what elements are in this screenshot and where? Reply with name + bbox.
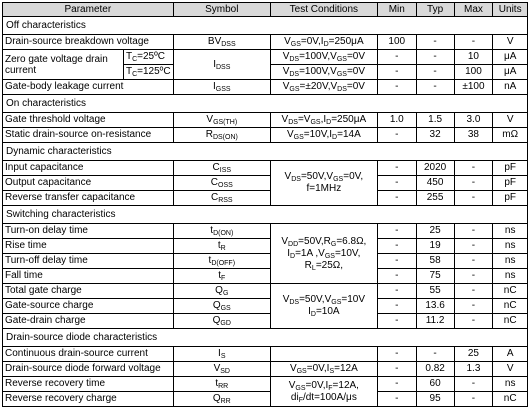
symbol-cell: $t_F$ [173, 269, 270, 284]
unit-cell: nC [493, 392, 528, 407]
typ-cell: 32 [416, 128, 454, 143]
min-cell: 1.0 [377, 113, 416, 128]
unit-cell: V [493, 113, 528, 128]
section-row-switching [3, 206, 528, 224]
max-cell: - [454, 299, 493, 314]
param-cell: Gate-body leakage current [3, 80, 174, 95]
min-cell: - [377, 191, 416, 206]
max-cell: 25 [454, 347, 493, 362]
param-cell: Gate-source charge [3, 299, 174, 314]
electrical-characteristics-sheet [2, 2, 528, 407]
min-cell: - [377, 254, 416, 269]
condition-cell: $V_{GS}=0V,I_S=12A$ [270, 362, 377, 377]
unit-cell: nC [493, 299, 528, 314]
table-row-coss [3, 176, 528, 191]
param-cell: Rise time [3, 239, 174, 254]
max-cell: 10 [454, 50, 493, 65]
symbol-cell: $V_{GS(TH)}$ [173, 113, 270, 128]
min-cell: - [377, 161, 416, 176]
section-title-off: Off characteristics [3, 17, 528, 35]
table-row-qg [3, 284, 528, 299]
typ-cell: 75 [416, 269, 454, 284]
min-cell: - [377, 176, 416, 191]
min-cell: - [377, 128, 416, 143]
table-row-vsd [3, 362, 528, 377]
symbol-cell: $Q_{GS}$ [173, 299, 270, 314]
min-cell: - [377, 284, 416, 299]
param-cell: Gate-drain charge [3, 314, 174, 329]
max-cell: - [454, 224, 493, 239]
param-cell: Reverse transfer capacitance [3, 191, 174, 206]
section-row-on [3, 95, 528, 113]
electrical-characteristics-table [2, 2, 528, 407]
condition-cell: $V_{GS}=10V,I_D=14A$ [270, 128, 377, 143]
condition-cell-capacitance: $V_{DS}=50V,V_{GS}=0V$, f=1MHz [270, 161, 377, 206]
condition-cell: $V_{GS}=0V,I_D=250\mu A$ [270, 35, 377, 50]
max-cell: - [454, 269, 493, 284]
typ-cell: 58 [416, 254, 454, 269]
condition-cell-reverse-recovery: $V_{GS}=0V,I_F=12A$, $di_F/dt=100A/\mu s$ [270, 377, 377, 407]
param-cell: Gate threshold voltage [3, 113, 174, 128]
min-cell: - [377, 239, 416, 254]
typ-cell: 13.6 [416, 299, 454, 314]
section-row-off [3, 17, 528, 35]
min-cell: - [377, 314, 416, 329]
param-cell: Output capacitance [3, 176, 174, 191]
min-cell: - [377, 224, 416, 239]
section-title-dynamic: Dynamic characteristics [3, 143, 528, 161]
symbol-cell: $R_{DS(ON)}$ [173, 128, 270, 143]
max-cell: 1.3 [454, 362, 493, 377]
condition-cell: $V_{GS}=\pm 20V,V_{DS}=0V$ [270, 80, 377, 95]
typ-cell: 255 [416, 191, 454, 206]
max-cell: - [454, 392, 493, 407]
max-cell: 3.0 [454, 113, 493, 128]
symbol-cell: $Q_{GD}$ [173, 314, 270, 329]
min-cell: - [377, 50, 416, 65]
max-cell: 100 [454, 65, 493, 80]
symbol-cell: $t_{RR}$ [173, 377, 270, 392]
param-cell: Fall time [3, 269, 174, 284]
symbol-cell: $I_{DSS}$ [173, 50, 270, 80]
table-row-qgd [3, 314, 528, 329]
section-title-on: On characteristics [3, 95, 528, 113]
condition-cell: $V_{DS}=100V,V_{GS}=0V$ [270, 50, 377, 65]
table-row-tr [3, 239, 528, 254]
table-row-trr [3, 377, 528, 392]
symbol-cell: $t_R$ [173, 239, 270, 254]
section-row-dynamic [3, 143, 528, 161]
param-cell: Static drain-source on-resistance [3, 128, 174, 143]
typ-cell: 11.2 [416, 314, 454, 329]
typ-cell: 0.82 [416, 362, 454, 377]
max-cell: - [454, 191, 493, 206]
unit-cell: A [493, 347, 528, 362]
param-cell: Continuous drain-source current [3, 347, 174, 362]
min-cell: - [377, 377, 416, 392]
param-cell: Total gate charge [3, 284, 174, 299]
table-row-qrr [3, 392, 528, 407]
typ-cell: 55 [416, 284, 454, 299]
typ-cell: 450 [416, 176, 454, 191]
unit-cell: pF [493, 191, 528, 206]
symbol-cell: $t_{D(OFF)}$ [173, 254, 270, 269]
param-cell: Reverse recovery time [3, 377, 174, 392]
table-row-crss [3, 191, 528, 206]
symbol-cell: $C_{RSS}$ [173, 191, 270, 206]
unit-cell: pF [493, 161, 528, 176]
condition-cell: $V_{DS}=V_{GS},I_D=250\mu A$ [270, 113, 377, 128]
max-cell: ±100 [454, 80, 493, 95]
unit-cell: ns [493, 377, 528, 392]
symbol-cell: $V_{SD}$ [173, 362, 270, 377]
unit-cell: nC [493, 284, 528, 299]
section-row-diode [3, 329, 528, 347]
typ-cell: - [416, 65, 454, 80]
table-row-idss-25c [3, 50, 528, 65]
min-cell: - [377, 65, 416, 80]
param-cell: Drain-source diode forward voltage [3, 362, 174, 377]
header-parameter: Parameter [3, 3, 174, 17]
max-cell: - [454, 254, 493, 269]
unit-cell: V [493, 362, 528, 377]
unit-cell: ns [493, 254, 528, 269]
max-cell: - [454, 35, 493, 50]
table-row-vth [3, 113, 528, 128]
max-cell: 38 [454, 128, 493, 143]
typ-cell: - [416, 80, 454, 95]
section-title-switching: Switching characteristics [3, 206, 528, 224]
symbol-cell: $BV_{DSS}$ [173, 35, 270, 50]
param-cell: Drain-source breakdown voltage [3, 35, 174, 50]
max-cell: - [454, 161, 493, 176]
temp-condition-cell: $T_C=125ºC$ [123, 65, 173, 80]
header-typ: Typ [416, 3, 454, 17]
unit-cell: μA [493, 65, 528, 80]
unit-cell: pF [493, 176, 528, 191]
min-cell: - [377, 362, 416, 377]
max-cell: - [454, 314, 493, 329]
typ-cell: - [416, 35, 454, 50]
header-row [3, 3, 528, 17]
unit-cell: nA [493, 80, 528, 95]
param-cell: Turn-off delay time [3, 254, 174, 269]
table-row-is [3, 347, 528, 362]
typ-cell: - [416, 50, 454, 65]
symbol-cell: $I_S$ [173, 347, 270, 362]
param-cell: Turn-on delay time [3, 224, 174, 239]
max-cell: - [454, 284, 493, 299]
symbol-cell: $Q_{RR}$ [173, 392, 270, 407]
min-cell: - [377, 392, 416, 407]
symbol-cell: $C_{ISS}$ [173, 161, 270, 176]
param-cell: Input capacitance [3, 161, 174, 176]
max-cell: - [454, 377, 493, 392]
min-cell: - [377, 299, 416, 314]
table-row-tdon [3, 224, 528, 239]
param-cell: Reverse recovery charge [3, 392, 174, 407]
header-symbol: Symbol [173, 3, 270, 17]
unit-cell: ns [493, 239, 528, 254]
min-cell: 100 [377, 35, 416, 50]
min-cell: - [377, 269, 416, 284]
table-row-ciss [3, 161, 528, 176]
table-row-rdson [3, 128, 528, 143]
param-cell: Zero gate voltage drain current [3, 50, 124, 80]
header-max: Max [454, 3, 493, 17]
unit-cell: mΩ [493, 128, 528, 143]
header-test-conditions: Test Conditions [270, 3, 377, 17]
condition-cell [270, 347, 377, 362]
unit-cell: ns [493, 224, 528, 239]
max-cell: - [454, 239, 493, 254]
typ-cell: 19 [416, 239, 454, 254]
min-cell: - [377, 347, 416, 362]
typ-cell: - [416, 347, 454, 362]
table-row-igss [3, 80, 528, 95]
unit-cell: V [493, 35, 528, 50]
unit-cell: nC [493, 314, 528, 329]
table-row-bvdss [3, 35, 528, 50]
typ-cell: 25 [416, 224, 454, 239]
table-row-tf [3, 269, 528, 284]
table-row-qgs [3, 299, 528, 314]
min-cell: - [377, 80, 416, 95]
unit-cell: μA [493, 50, 528, 65]
symbol-cell: $C_{OSS}$ [173, 176, 270, 191]
typ-cell: 2020 [416, 161, 454, 176]
section-title-diode: Drain-source diode characteristics [3, 329, 528, 347]
typ-cell: 1.5 [416, 113, 454, 128]
condition-cell-switching: $V_{DD}=50V,R_G=6.8\Omega$, $I_D=1A$ $,V_{GS}=10V$, $R_L=25\Omega$, [270, 224, 377, 284]
header-units: Units [493, 3, 528, 17]
temp-condition-cell: $T_C=25ºC$ [123, 50, 173, 65]
header-min: Min [377, 3, 416, 17]
typ-cell: 95 [416, 392, 454, 407]
typ-cell: 60 [416, 377, 454, 392]
symbol-cell: $t_{D(ON)}$ [173, 224, 270, 239]
symbol-cell: $Q_G$ [173, 284, 270, 299]
condition-cell: $V_{DS}=100V,V_{GS}=0V$ [270, 65, 377, 80]
symbol-cell: $I_{GSS}$ [173, 80, 270, 95]
table-row-tdoff [3, 254, 528, 269]
condition-cell-gate-charge: $V_{DS}=50V,V_{GS}=10V$ $I_D=10A$ [270, 284, 377, 329]
unit-cell: ns [493, 269, 528, 284]
max-cell: - [454, 176, 493, 191]
